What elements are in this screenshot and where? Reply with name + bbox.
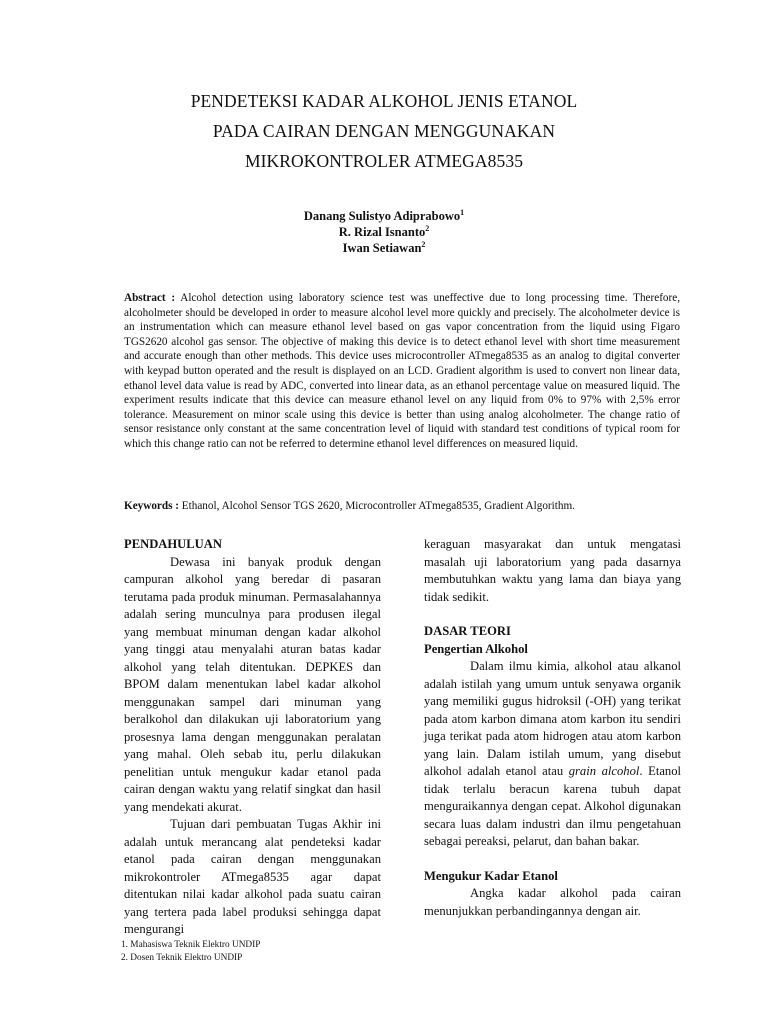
author-name: R. Rizal Isnanto xyxy=(338,225,426,240)
footnotes xyxy=(121,939,260,965)
title-line-2: PADA CAIRAN DENGAN MENGGUNAKAN xyxy=(212,121,556,141)
subsection-heading-mengukur-kadar-etanol: Mengukur Kadar Etanol xyxy=(424,868,558,883)
right-column xyxy=(424,536,681,920)
footnote-2: 2. Dosen Teknik Elektro UNDIP xyxy=(121,953,243,963)
paragraph-text: Dalam ilmu kimia, alkohol atau alkanol adalah istilah yang umum untuk senyawa organik yang memiliki gugus hidroksil (-OH) yang terikat pada atom karbon dimana atom karbon itu sendiri juga terikat pada atom hidrogen atau atom karbon yang lain. Dalam istilah umum, yang disebut alkohol adalah etanol atau xyxy=(424,659,681,778)
keywords-label: Keywords : xyxy=(124,500,179,512)
paragraph: Angka kadar alkohol pada cairan menunjukkan perbandingannya dengan air. xyxy=(424,886,681,918)
paragraph-text: . Etanol tidak terlalu beracun karena tubuh dapat menguraikannya dengan cepat. Alkohol digunakan secara luas dalam industri dan ilmu pengetahuan sebagai pereaksi, pelarut, dan bahan bakar. xyxy=(424,764,681,848)
author-affiliation-mark: 2 xyxy=(425,224,430,233)
left-column xyxy=(124,536,381,939)
italic-term: grain alcohol xyxy=(568,764,640,778)
author-3 xyxy=(0,240,768,256)
abstract-text: Alcohol detection using laboratory science test was uneffective due to long processing time. Therefore, alcoholmeter should be developed in order to measure alcohol level more quickly and precisely. The alcoholmeter device is an instrumentation which can measure ethanol level based on gas vapor concentration from the liquid using Figaro TGS2620 alcohol gas sensor. The objective of making this device is to detect ethanol level with short time measurement and accurate enough than other methods. This device uses microcontroller ATmega8535 as an analog to digital converter with keypad button operated and the result is displayed on an LCD. Gradient algorithm is used to convert non linear data, ethanol level data value is read by ADC, converted into linear data, as an ethanol percentage value on measured liquid. The experiment results indicate that this device can measure ethanol level on any liquid from 0% to 97% with 2,5% error tolerance. Measurement on minor scale using this device is better than using analog alcoholmeter. The change ratio of sensor resistance only constant at the same concentration level of liquid with standard test conditions of typical room for which this change ratio can not be referred to determine ethanol level differences on measured liquid. xyxy=(124,292,681,450)
paragraph: keraguan masyarakat dan untuk mengatasi masalah uji laboratorium yang pada dasarnya membutuhkan waktu yang lama dan biaya yang tidak sedikit. xyxy=(424,537,681,604)
title-line-3: MIKROKONTROLER ATMEGA8535 xyxy=(244,151,524,171)
keywords-text: Ethanol, Alcohol Sensor TGS 2620, Microcontroller ATmega8535, Gradient Algorithm. xyxy=(181,500,575,512)
paragraph: Dewasa ini banyak produk dengan campuran alkohol yang beredar di pasaran terutama pada produk minuman. Permasalahannya adalah sering munculnya para produsen ilegal yang membuat minuman dengan kadar alkohol yang tinggi atau menyalahi aturan batas kadar alkohol yang telah ditentukan. DEPKES dan BPOM dalam menentukan label kadar alkohol menggunakan sampel dari minuman yang beralkohol dan dilakukan uji laboratorium yang prosesnya lama dengan menggunakan peralatan yang mahal. Oleh sebab itu, perlu dilakukan penelitian untuk mengukur kadar etanol pada cairan dengan waktu yang relatif singkat dan hasil yang mendekati akurat. xyxy=(124,554,381,814)
section-heading-dasar-teori: DASAR TEORI xyxy=(424,624,511,638)
author-affiliation-mark: 2 xyxy=(421,240,426,249)
footnote-1: 1. Mahasiswa Teknik Elektro UNDIP xyxy=(121,940,261,950)
abstract-label: Abstract : xyxy=(124,292,176,304)
author-name: Danang Sulistyo Adiprabowo xyxy=(303,209,461,224)
paragraph xyxy=(424,658,681,851)
abstract xyxy=(124,291,680,452)
title-line-1: PENDETEKSI KADAR ALKOHOL JENIS ETANOL xyxy=(190,91,578,111)
author-name: Iwan Setiawan xyxy=(342,241,422,256)
paragraph: Tujuan dari pembuatan Tugas Akhir ini adalah untuk merancang alat pendeteksi kadar etanol pada cairan dengan menggunakan mikrokontroler ATmega8535 agar dapat ditentukan nilai kadar alkohol pada suatu cairan yang tertera pada label produksi sehingga dapat mengurangi xyxy=(124,817,381,936)
section-heading-pendahuluan: PENDAHULUAN xyxy=(124,537,222,551)
author-1 xyxy=(0,208,768,224)
keywords xyxy=(124,499,680,514)
author-2 xyxy=(0,224,768,240)
author-affiliation-mark: 1 xyxy=(460,208,465,217)
subsection-heading-pengertian-alkohol: Pengertian Alkohol xyxy=(424,641,528,656)
